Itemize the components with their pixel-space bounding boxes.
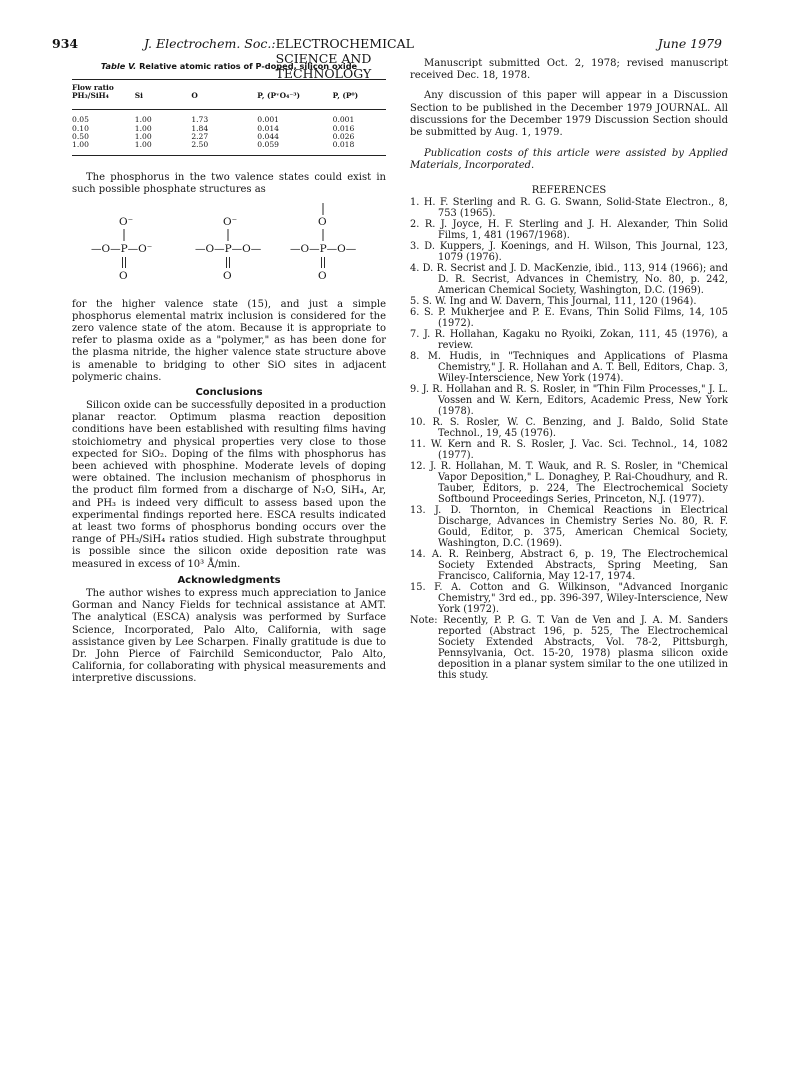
table-row (72, 141, 386, 149)
reference-item: 8. M. Hudis, in "Techniques and Applications of Plasma Chemistry," J. R. Hollahan and A. T. Bell, Editors, Chap. 3, Wiley-Interscience, New York (1974). (410, 350, 728, 384)
reference-list (410, 197, 728, 681)
table-caption-text: Relative atomic ratios of P-doped, silicon oxide (136, 61, 358, 71)
table-cell: 0.059 (257, 140, 279, 150)
struct2-chain: —O—P—O— (195, 242, 262, 255)
journal-title-rest: ELECTROCHEMICAL SCIENCE AND TECHNOLOGY (275, 36, 414, 81)
col-flow-ratio-line1: Flow ratio (72, 83, 114, 92)
issue-date: June 1979 (657, 36, 722, 51)
reference-item: 12. J. R. Hollahan, M. T. Wauk, and R. S. Rosler, in "Chemical Vapor Deposition," L. Donaghey, P. Rai-Choudhury, and R. Tauber, Editors, p. 224, The Electrochemical Society Softbound Proceedings Series, Princeton, N.J. (1977). (410, 460, 728, 505)
struct1-o-bottom: O (119, 269, 128, 282)
struct1-chain: —O—P—O⁻ (91, 242, 153, 255)
table-cell: 1.00 (134, 140, 152, 150)
conclusions-paragraph: Silicon oxide can be successfully deposited in a production planar reactor. Optimum plasma reaction deposition conditions have been established with resulting films having stoichiometry and physical properties very close to those expected for SiO₂. Doping of the films with phosphorus has been achieved with phosphine. Moderate levels of doping were obtained. The inclusion mechanism of phosphorus in the product film formed from a discharge of N₂O, SiH₄, Ar, and PH₃ is indeed very difficult to assess based upon the experimental findings reported here. ESCA results indicated at least two forms of phosphorus bonding occurs over the range of PH₃/SiH₄ ratios studied. High substrate throughput is possible since the silicon oxide deposition rate was measured in excess of 10³ Å/min. (72, 400, 386, 570)
table-cell: 1.00 (72, 140, 89, 150)
table-cell: 2.27 (191, 131, 209, 141)
reference-item: 13. J. D. Thornton, in Chemical Reactions in Electrical Discharge, Advances in Chemistry Series No. 80, R. F. Gould, Editor, p. 375, American Chemical Society, Washington, D.C. (1969). (410, 504, 728, 549)
discussion-note: Any discussion of this paper will appear in a Discussion Section to be published in the December 1979 JOURNAL. All discussions for the December 1979 Discussion Section should be submitted by Aug. 1, 1979. (410, 90, 728, 139)
col-o: O (191, 91, 198, 101)
journal-title-italic: J. Electrochem. Soc.: (144, 36, 276, 51)
acknowledgments-heading: Acknowledgments (177, 574, 281, 586)
reference-item: 7. J. R. Hollahan, Kagaku no Ryoiki, Zokan, 111, 45 (1976), a review. (410, 328, 728, 351)
table-cell: 0.018 (332, 140, 355, 150)
table-cell: 0.50 (72, 131, 89, 141)
table-cell: 0.001 (332, 115, 355, 125)
table-cell: 1.00 (134, 123, 152, 133)
table-cell: 1.84 (191, 123, 209, 133)
table-cell: 0.026 (332, 131, 355, 141)
reference-item: 5. S. W. Ing and W. Davern, This Journal, 111, 120 (1964). (410, 295, 697, 307)
table-cell: 0.10 (72, 123, 89, 133)
reference-item: 11. W. Kern and R. S. Rosler, J. Vac. Sci. Technol., 14, 1082 (1977). (410, 438, 728, 461)
reference-item: 2. R. J. Joyce, H. F. Sterling and J. H. Alexander, Thin Solid Films, 1, 481 (1967/1968). (410, 218, 728, 241)
right-column (410, 58, 728, 681)
paragraph-valence: for the higher valence state (15), and just a simple phosphorus elemental matrix inclusion is considered for the zero valence state of the atom. Because it is appropriate to refer to plasma oxide as a "polymer," as has been done for the plasma nitride, the higher valence state structure above is amenable to bridging to other SiO sites in adjacent polymeric chains. (72, 298, 386, 383)
struct1-o-minus: O⁻ (119, 215, 134, 228)
reference-item: 10. R. S. Rosler, W. C. Benzing, and J. Baldo, Solid State Technol., 19, 45 (1976). (410, 416, 728, 439)
left-column (72, 58, 386, 686)
col-flow-ratio-line2: PH₃/SiH₄ (72, 91, 109, 101)
reference-note: Note: Recently, P. P. G. T. Van de Ven and J. A. M. Sanders reported (Abstract 196, p. 525, The Electrochemical Society Extended Abstracts, Vol. 78-2, Pittsburgh, Pennsylvania, Oct. 15-20, 1978) plasma silicon oxide deposition in a planar system similar to the one utilized in this study. (410, 614, 728, 681)
col-flow-ratio (72, 81, 135, 105)
table-cell: 1.73 (191, 115, 209, 125)
table-cell: 2.50 (191, 140, 209, 150)
struct2-o-minus: O⁻ (223, 215, 238, 228)
atomic-ratio-table (72, 79, 386, 156)
col-p0: P, (P⁰) (332, 91, 359, 101)
acknowledgments-paragraph: The author wishes to express much appreciation to Janice Gorman and Nancy Fields for technical assistance at AMT. The analytical (ESCA) analysis was performed by Surface Science, Incorporated, Palo Alto, California, with sage assistance given by Lee Scharpen. Finally gratitude is due to Dr. John Pierce of Fairchild Semiconductor, Palo Alto, California, for collaborating with physical measurements and interpretive discussions. (72, 587, 386, 685)
reference-item: 15. F. A. Cotton and G. Wilkinson, "Advanced Inorganic Chemistry," 3rd ed., pp. 396-397, Wiley-Interscience, New York (1972). (410, 581, 728, 615)
reference-item: 14. A. R. Reinberg, Abstract 6, p. 19, The Electrochemical Society Extended Abstracts, Spring Meeting, San Francisco, California, May 12-17, 1974. (410, 548, 728, 582)
table-caption (72, 61, 386, 71)
table-cell: 0.016 (332, 123, 355, 133)
reference-item: 9. J. R. Hollahan and R. S. Rosler, in "Thin Film Processes," J. L. Vossen and W. Kern, Editors, Academic Press, New York (1978). (410, 383, 728, 417)
paragraph-structures-intro: The phosphorus in the two valence states could exist in such possible phosphate structures as (72, 172, 386, 196)
col-si: Si (134, 91, 143, 101)
table-cell: 1.00 (134, 131, 152, 141)
table-cell: 1.00 (134, 115, 152, 125)
conclusions-heading: Conclusions (195, 387, 263, 399)
reference-item: 3. D. Kuppers, J. Koenings, and H. Wilson, This Journal, 123, 1079 (1976). (410, 240, 728, 263)
struct3-o-bottom: O (318, 269, 327, 282)
table-cell: 0.014 (257, 123, 279, 133)
table-cell: 0.001 (257, 115, 279, 125)
col-p5: P, (PᵛO₄⁻³) (257, 91, 300, 101)
struct3-o-top: O (318, 215, 327, 228)
table-cell: 0.05 (72, 115, 89, 125)
reference-item: 6. S. P. Mukherjee and P. E. Evans, Thin Solid Films, 14, 105 (1972). (410, 306, 728, 329)
reference-item: 1. H. F. Sterling and R. G. G. Swann, Solid-State Electron., 8, 753 (1965). (410, 196, 728, 219)
references-heading: REFERENCES (531, 184, 607, 196)
phosphate-structures-diagram (78, 201, 378, 291)
manuscript-dates: Manuscript submitted Oct. 2, 1978; revised manuscript received Dec. 18, 1978. (410, 58, 728, 82)
reference-item: 4. D. R. Secrist and J. D. MacKenzie, ibid., 113, 914 (1966); and D. R. Secrist, Advances in Chemistry, No. 80, p. 242, American Chemical Society, Washington, D.C. (1969). (410, 262, 728, 296)
struct3-chain: —O—P—O— (290, 242, 357, 255)
table-caption-label: Table V. (100, 61, 137, 71)
table-cell: 0.044 (257, 131, 279, 141)
publication-costs: Publication costs of this article were assisted by Applied Materials, Incorporated. (410, 148, 728, 172)
struct2-o-bottom: O (223, 269, 232, 282)
page-number: 934 (52, 36, 79, 51)
